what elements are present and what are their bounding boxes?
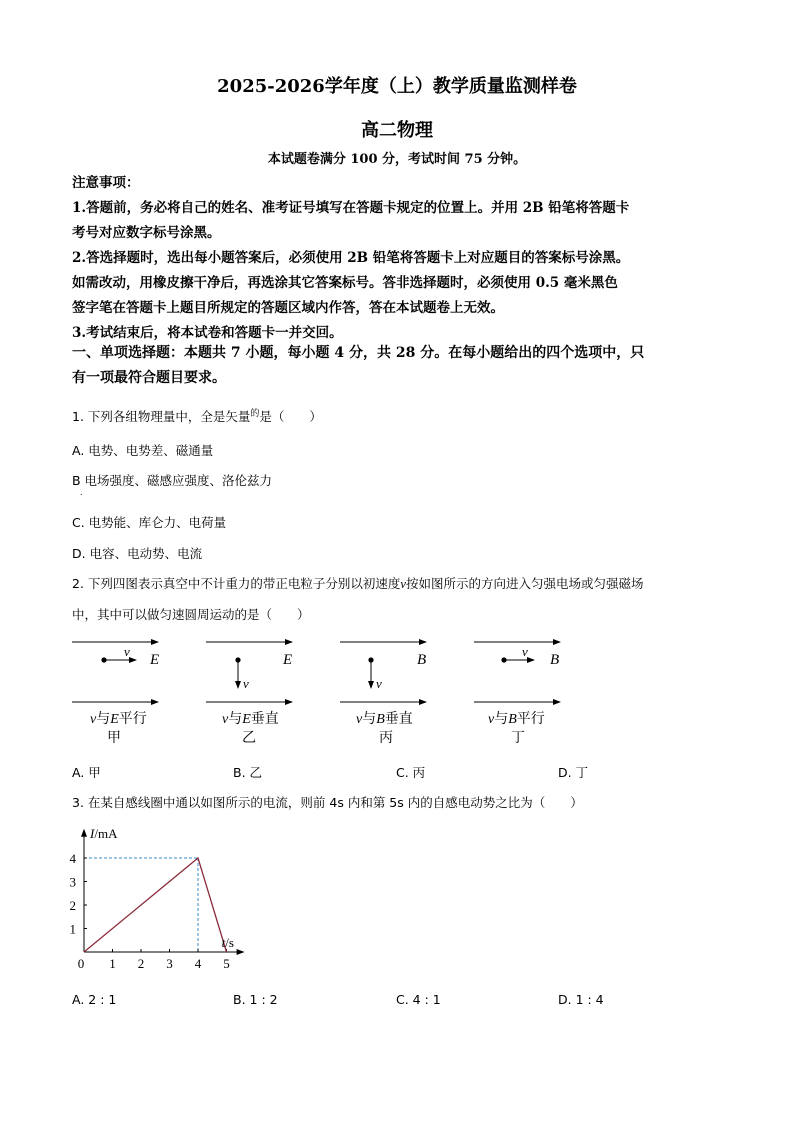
chart-series xyxy=(84,858,227,952)
question-2-stem-line-1: 2. 下列四图表示真空中不计重力的带正电粒子分别以初速度 xyxy=(72,576,401,591)
figure-ding-field: B xyxy=(550,652,560,668)
question-2-option-b[interactable]: B. 乙 xyxy=(233,765,263,780)
section-heading xyxy=(72,341,722,391)
figure-ding xyxy=(474,642,560,746)
figure-jia xyxy=(72,642,159,746)
notice-block xyxy=(72,171,722,346)
x-tick-label: 4 xyxy=(194,956,202,971)
question-1-stem xyxy=(72,403,732,428)
question-1-option-c[interactable]: C. 电势能、库仑力、电荷量 xyxy=(72,515,227,530)
question-1-stem-sup: 的 xyxy=(250,409,260,419)
question-2-figures xyxy=(60,630,580,750)
question-1-option-d[interactable]: D. 电容、电动势、电流 xyxy=(72,546,203,561)
figure-bing-field: B xyxy=(417,652,427,668)
question-3-option-d[interactable]: D. 1 : 4 xyxy=(558,992,604,1007)
question-1-stem-end: 是（ ） xyxy=(259,409,322,425)
notice-item-1-line-2: 考号对应数字标号涂黑。 xyxy=(72,225,221,241)
question-2-option-c[interactable]: C. 丙 xyxy=(396,765,426,780)
question-1-option-a[interactable]: A. 电势、电势差、磁通量 xyxy=(72,443,214,458)
x-tick-label: 5 xyxy=(223,956,230,971)
figure-jia-field: E xyxy=(150,652,160,668)
figure-yi xyxy=(206,642,292,746)
notice-item-2-line-3: 签字笔在答题卡上题目所规定的答题区域内作答，答在本试题卷上无效。 xyxy=(72,300,504,316)
notice-item-3: 3.考试结束后，将本试卷和答题卡一并交回。 xyxy=(72,325,343,341)
question-3-option-c[interactable]: C. 4 : 1 xyxy=(396,992,441,1007)
question-1-stem-text: 1. 下列各组物理量中，全是矢量 xyxy=(72,409,251,425)
figure-bing xyxy=(340,642,426,746)
question-2-stem xyxy=(72,573,732,595)
figure-yi-v: v xyxy=(243,676,249,691)
question-3-option-b[interactable]: B. 1 : 2 xyxy=(233,992,278,1007)
chart-ticks xyxy=(70,851,230,971)
question-3-stem: 3. 在某自感线圈中通以如图所示的电流，则前 4s 内和第 5s 内的自感电动势之比为（ ） xyxy=(72,795,583,810)
question-1-option-b[interactable]: B 电场强度、磁感应强度、洛伦兹力 xyxy=(72,473,273,488)
question-2-option-d[interactable]: D. 丁 xyxy=(558,765,589,780)
notice-item-1-line-1: 1.答题前，务必将自己的姓名、准考证号填写在答题卡规定的位置上。并用 2B 铅笔将答题卡 xyxy=(72,200,630,216)
figure-yi-label: 乙 xyxy=(242,731,256,746)
x-tick-label: 2 xyxy=(137,956,145,971)
figure-jia-v: v xyxy=(124,644,130,659)
figure-yi-caption: v与E垂直 xyxy=(222,712,279,727)
exam-title: 2025-2026学年度（上）教学质量监测样卷 xyxy=(217,76,577,97)
exam-info: 本试题卷满分 100 分，考试时间 75 分钟。 xyxy=(267,152,527,167)
notice-item-2-line-2: 如需改动，用橡皮擦干净后，再选涂其它答案标号。答非选择题时，必须使用 0.5 毫米黑色 xyxy=(72,275,618,291)
question-3-option-a[interactable]: A. 2 : 1 xyxy=(72,992,117,1007)
figure-bing-v: v xyxy=(376,676,382,691)
notice-item-2-line-1: 2.答选择题时，选出每小题答案后，必须使用 2B 铅笔将答题卡上对应题目的答案标号涂黑。 xyxy=(72,250,630,266)
stray-dot: . xyxy=(80,488,83,497)
origin-label: 0 xyxy=(77,956,85,971)
question-2-option-a[interactable]: A. 甲 xyxy=(72,765,101,780)
exam-subject: 高二物理 xyxy=(361,120,433,141)
figure-bing-caption: v与B垂直 xyxy=(356,712,413,727)
section-heading-line-1: 一、单项选择题：本题共 7 小题，每小题 4 分，共 28 分。在每小题给出的四个选项中，只 xyxy=(72,345,645,361)
y-tick-label: 1 xyxy=(69,921,76,937)
figure-bing-label: 丙 xyxy=(379,731,393,746)
current-series-line xyxy=(84,858,227,952)
figure-ding-v: v xyxy=(522,644,528,659)
figure-jia-caption: v与E平行 xyxy=(90,712,147,727)
question-2-stem-line-2: 中，其中可以做匀速圆周运动的是（ ） xyxy=(72,607,310,622)
figure-ding-label: 丁 xyxy=(511,731,525,746)
current-time-chart xyxy=(62,820,292,980)
notice-heading: 注意事项： xyxy=(72,175,140,191)
figure-jia-label: 甲 xyxy=(107,731,121,746)
question-2-stem-line-1b: 按如图所示的方向进入匀强电场或匀强磁场 xyxy=(405,576,644,591)
question-2-stem-v: v xyxy=(400,577,406,591)
x-tick-label: 3 xyxy=(166,956,173,971)
x-axis-label: t/s xyxy=(221,935,234,950)
figure-yi-field: E xyxy=(283,652,293,668)
figure-ding-caption: v与B平行 xyxy=(488,712,545,727)
chart-axes xyxy=(84,830,244,952)
y-tick-label: 2 xyxy=(69,898,76,913)
y-tick-label: 3 xyxy=(69,874,76,890)
y-tick-label: 4 xyxy=(69,851,76,866)
y-axis-label: I/mA xyxy=(90,825,118,841)
section-heading-line-2: 有一项最符合题目要求。 xyxy=(72,370,226,386)
x-tick-label: 1 xyxy=(109,956,116,971)
